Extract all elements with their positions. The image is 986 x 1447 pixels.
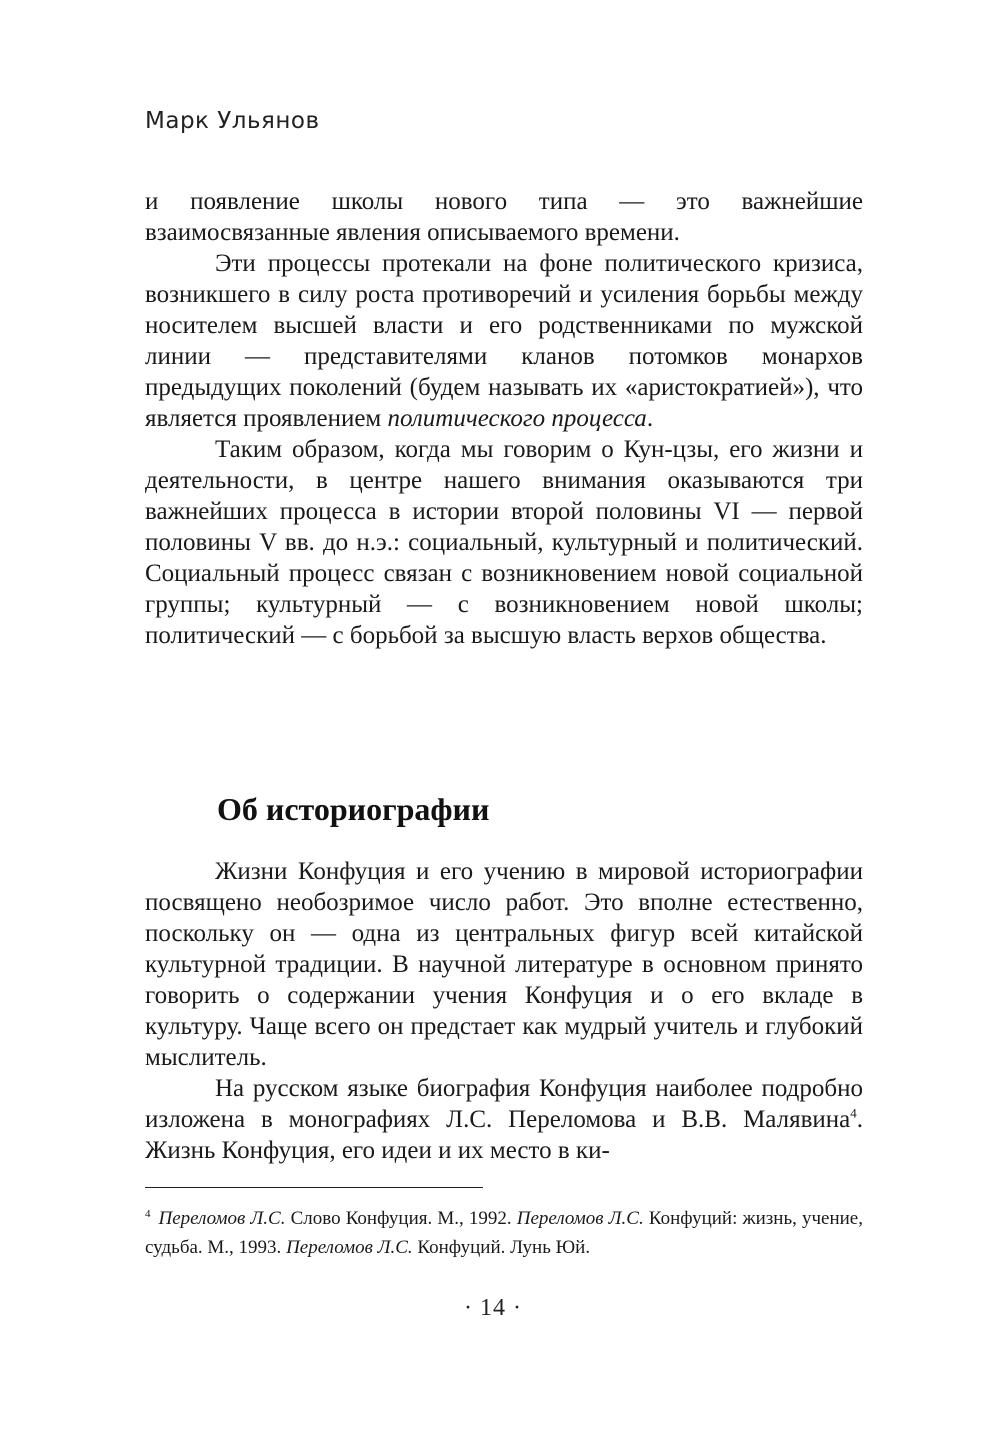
paragraph-text-tail: . Жизнь Конфуция, его идеи и их место в ки- xyxy=(145,1106,863,1164)
footnote-text: Конфуций. Лунь Юй. xyxy=(412,1237,591,1258)
footnote-divider xyxy=(145,1187,483,1188)
italic-term: политического процесса xyxy=(387,405,647,432)
paragraph-text: Эти процессы протекали на фоне политического кризиса, возникшего в силу роста противоречий и усиления борьбы между носителем высшей власти и его родственниками по мужской линии — представителями кланов потомков монархов предыдущих поколений (будем называть их «аристократией»), что является проявлением xyxy=(145,250,863,432)
body-text-section xyxy=(145,856,863,1166)
running-head-author: Марк Ульянов xyxy=(145,108,320,134)
section-heading: Об историографии xyxy=(217,791,490,827)
paragraph-continuation: и появление школы нового типа — это важнейшие взаимосвязанные явления описываемого времени. xyxy=(145,188,863,246)
footnote-text: Слово Конфуция. М., 1992. xyxy=(285,1208,517,1229)
paragraph-three-processes: Таким образом, когда мы говорим о Кун-цзы, его жизни и деятельности, в центре нашего внимания оказываются три важнейших процесса в истории второй половины VI — первой половины V вв. до н.э.: социальный, культурный и политический. Социальный процесс связан с возникновением новой социальной группы; культурный — с возникновением новой школы; политический — с борьбой за высшую власть верхов общества. xyxy=(145,436,863,649)
footnote-reference[interactable]: 4 xyxy=(850,1105,857,1121)
paragraph-historiography: Жизни Конфуция и его учению в мировой историографии посвящено необозримое число работ. Это вполне естественно, поскольку он — одна из центральных фигур всей китайской культурной традиции. В научной литературе в основном принято говорить о содержании учения Конфуция и о его вкладе в культуру. Чаще всего он предстает как мудрый учитель и глубокий мыслитель. xyxy=(145,858,863,1071)
body-text-top xyxy=(145,186,863,651)
paragraph-russian-biography xyxy=(145,1073,863,1166)
footnote-author: Переломов Л.С. xyxy=(158,1208,286,1229)
footnote-number: 4 xyxy=(145,1207,151,1220)
paragraph-text: На русском языке биография Конфуция наиболее подробно изложена в монографиях Л.С. Переломова и В.В. Малявина xyxy=(145,1075,863,1133)
footnote xyxy=(145,1204,863,1262)
paragraph-political-crisis xyxy=(145,248,863,434)
footnote-author: Переломов Л.С. xyxy=(516,1208,644,1229)
paragraph-text-end: . xyxy=(646,405,654,432)
footnote-text: Конфуций: жизнь, учение, судьба. М., 1993. xyxy=(145,1208,863,1258)
page-number: · 14 · xyxy=(464,1295,522,1321)
footnote-author: Переломов Л.С. xyxy=(286,1237,413,1258)
